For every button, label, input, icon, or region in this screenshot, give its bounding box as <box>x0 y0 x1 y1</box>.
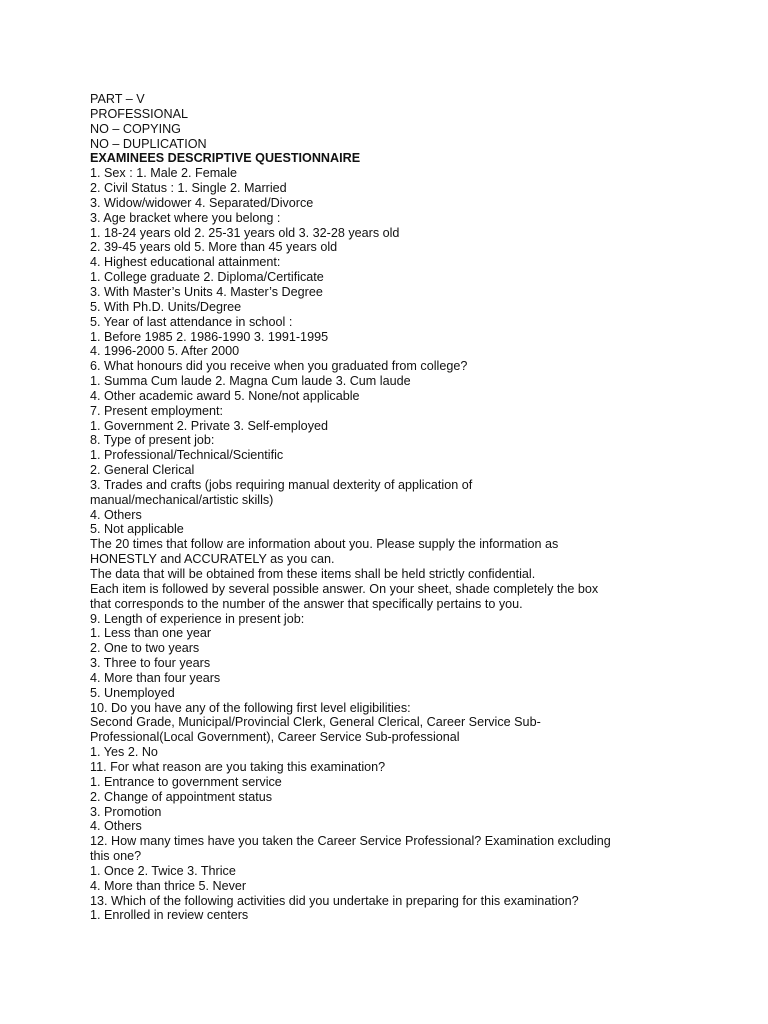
document-line: 5. Unemployed <box>90 685 175 700</box>
document-line: 9. Length of experience in present job: <box>90 611 305 626</box>
document-line: 2. 39-45 years old 5. More than 45 years old <box>90 240 338 255</box>
document-line: 1. Once 2. Twice 3. Thrice <box>90 863 236 878</box>
document-line: NO – DUPLICATION <box>90 136 207 151</box>
document-line: 3. Age bracket where you belong : <box>90 210 281 225</box>
document-line: 2. General Clerical <box>90 463 195 478</box>
document-line: The 20 times that follow are information about you. Please supply the information as <box>90 537 559 552</box>
document-line: PROFESSIONAL <box>90 106 188 121</box>
document-line: 3. Three to four years <box>90 656 211 671</box>
document-line: 4. Other academic award 5. None/not applicable <box>90 388 360 403</box>
document-line: NO – COPYING <box>90 121 181 136</box>
document-line: 2. Civil Status : 1. Single 2. Married <box>90 181 287 196</box>
document-line: HONESTLY and ACCURATELY as you can. <box>90 552 335 567</box>
document-line: Each item is followed by several possible answer. On your sheet, shade completely the box <box>90 581 599 596</box>
document-line: 4. Others <box>90 819 142 834</box>
document-line: 7. Present employment: <box>90 403 223 418</box>
document-line: 8. Type of present job: <box>90 433 215 448</box>
document-line: 11. For what reason are you taking this examination? <box>90 759 386 774</box>
document-line: 1. Yes 2. No <box>90 745 158 760</box>
document-heading: EXAMINEES DESCRIPTIVE QUESTIONNAIRE <box>90 151 361 166</box>
document-line: manual/mechanical/artistic skills) <box>90 492 274 507</box>
document-line: 3. Promotion <box>90 804 162 819</box>
document-line: 2. One to two years <box>90 641 200 656</box>
document-line: 1. Sex : 1. Male 2. Female <box>90 166 237 181</box>
document-line: 1. Entrance to government service <box>90 774 282 789</box>
document-line: Professional(Local Government), Career Service Sub-professional <box>90 730 460 745</box>
document-line: 1. Government 2. Private 3. Self-employed <box>90 418 328 433</box>
document-line: 1. College graduate 2. Diploma/Certificate <box>90 270 324 285</box>
document-line: PART – V <box>90 92 145 106</box>
document-line: The data that will be obtained from these items shall be held strictly confidential. <box>90 567 536 581</box>
document-line: 3. Widow/widower 4. Separated/Divorce <box>90 195 314 210</box>
document-page <box>90 92 710 923</box>
document-line: 1. Summa Cum laude 2. Magna Cum laude 3. Cum laude <box>90 374 411 389</box>
document-line: 5. Year of last attendance in school : <box>90 314 293 329</box>
document-line: 1. 18-24 years old 2. 25-31 years old 3. 32-28 years old <box>90 225 400 240</box>
document-line: 1. Professional/Technical/Scientific <box>90 448 284 463</box>
document-line: Second Grade, Municipal/Provincial Clerk, General Clerical, Career Service Sub- <box>90 715 541 730</box>
document-line: 2. Change of appointment status <box>90 789 273 804</box>
document-line: 4. Highest educational attainment: <box>90 255 281 270</box>
document-line: 13. Which of the following activities did you undertake in preparing for this examination? <box>90 893 579 908</box>
document-line: this one? <box>90 849 142 864</box>
document-line: 10. Do you have any of the following first level eligibilities: <box>90 700 411 715</box>
document-line: 3. With Master’s Units 4. Master’s Degree <box>90 284 323 299</box>
document-line: 1. Enrolled in review centers <box>90 908 249 923</box>
document-line: 3. Trades and crafts (jobs requiring manual dexterity of application of <box>90 477 473 492</box>
document-line: that corresponds to the number of the answer that specifically pertains to you. <box>90 596 523 611</box>
document-line: 4. More than four years <box>90 670 221 685</box>
document-line: 1. Less than one year <box>90 626 212 641</box>
document-line: 5. Not applicable <box>90 522 184 537</box>
document-line: 6. What honours did you receive when you graduated from college? <box>90 359 468 374</box>
document-line: 4. Others <box>90 507 142 522</box>
document-line: 12. How many times have you taken the Career Service Professional? Examination excluding <box>90 834 611 849</box>
document-line: 1. Before 1985 2. 1986-1990 3. 1991-1995 <box>90 329 329 344</box>
document-line: 4. 1996-2000 5. After 2000 <box>90 344 240 359</box>
document-line: 5. With Ph.D. Units/Degree <box>90 299 242 314</box>
document-line: 4. More than thrice 5. Never <box>90 878 247 893</box>
